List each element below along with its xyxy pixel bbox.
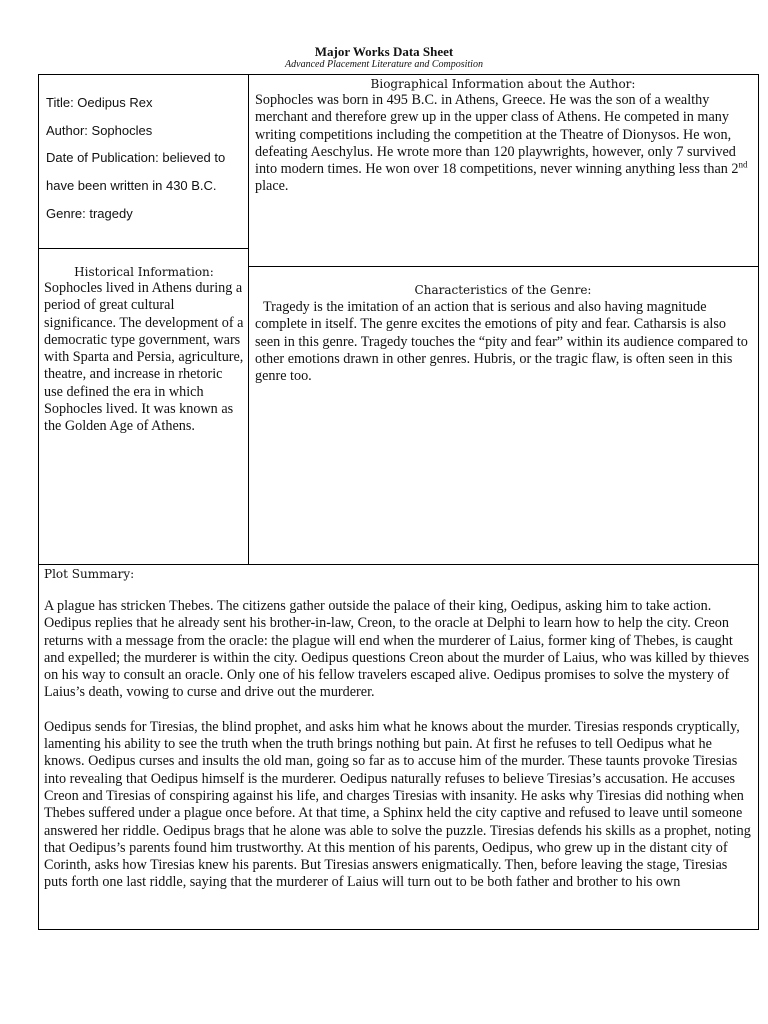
biography-body-end: place. — [255, 178, 289, 195]
plot-paragraph-1: A plague has stricken Thebes. The citizens gather outside the palace of their king, Oedipus, asking him to take action. Oedipus replies that he already sent his brother-in-law, Creon, to the oracle at Delphi to learn how to help the city. Creon returns with a message from the oracle: the plague will end when the murderer of Laius, former king of Thebes, is caught and expelled; the murderer is within the city. Oedipus questions Creon about the murder of Laius, who was killed by thieves on his way to consult an oracle. Only one of his fellow travelers escaped alive. Oedipus promises to solve the mystery of Laius’s death, vowing to curse and drive out the murderer. — [44, 598, 750, 701]
author-line: Author: Sophocles — [46, 123, 153, 138]
date-line-2: have been written in 430 B.C. — [46, 178, 217, 193]
historical-cell — [44, 264, 244, 436]
table-right-border — [758, 74, 759, 930]
plot-heading: Plot Summary: — [44, 567, 135, 581]
historical-heading: Historical Information: — [74, 265, 214, 279]
ordinal-suffix: nd — [738, 159, 748, 170]
table-bottom-border — [38, 929, 759, 930]
biography-cell — [255, 76, 751, 196]
biography-body: Sophocles was born in 495 B.C. in Athens, Greece. He was the son of a wealthy merchant and therefore grew up in the upper class of Athens. He competed in many writing competitions including the competition at the Theatre of Dionysos. He won, defeating Aeschylus. He wrote more than 120 playwrights, however, only 7 survived into modern times. He won over 18 competitions, never winning anything less than 2 — [255, 92, 739, 178]
biography-heading: Biographical Information about the Author: — [370, 77, 636, 91]
right-row-divider — [248, 266, 759, 267]
left-row-divider — [38, 248, 249, 249]
plot-cell — [44, 566, 752, 928]
table-top-border — [38, 74, 759, 75]
biography-text — [255, 92, 751, 196]
page-title: Major Works Data Sheet — [314, 44, 454, 59]
table-left-border — [38, 74, 39, 930]
genre-heading: Characteristics of the Genre: — [414, 283, 592, 297]
genre-text: Tragedy is the imitation of an action that is serious and also having magnitude complete in itself. The genre excites the emotions of pity and fear. Catharsis is also seen in this genre. Tragedy touches the “pity and fear” within its audience compared to other emotions drawn in other genres. Hubris, or the tragic flaw, is often seen in this genre too. — [255, 299, 748, 385]
title-line: Title: Oedipus Rex — [46, 95, 153, 110]
historical-text: Sophocles lived in Athens during a period of great cultural significance. The development of a democratic type government, wars with Sparta and Persia, agriculture, theatre, and increase in rhetoric use defined the era in which Sophocles lived. It was known as the Golden Age of Athens. — [44, 280, 244, 435]
plot-row-divider — [38, 564, 759, 565]
plot-paragraph-2: Oedipus sends for Tiresias, the blind prophet, and asks him what he knows about the murder. Tiresias responds cryptically, lamenting his ability to see the truth when the truth brings nothing but pain. At first he refuses to tell Oedipus what he knows. Oedipus curses and insults the old man, going so far as to accuse him of the murder. These taunts provoke Tiresias into revealing that Oedipus himself is the murderer. Oedipus naturally refuses to believe Tiresias’s accusation. He accuses Creon and Tiresias of conspiring against his life, and charges Tiresias with insanity. He asks why Tiresias did nothing when Thebes suffered under a plague once before. At that time, a Sphinx held the city captive and refused to leave until someone answered her riddle. Oedipus brags that he alone was able to solve the puzzle. Tiresias defends his skills as a prophet, noting that Oedipus’s parents found him trustworthy. At this mention of his parents, Oedipus, who grew up in the distant city of Corinth, asks how Tiresias knew his parents. But Tiresias answers enigmatically. Then, before leaving the stage, Tiresias puts forth one last riddle, saying that the murderer of Laius will turn out to be both father and brother to his own — [44, 718, 751, 891]
date-line-1: Date of Publication: believed to — [46, 150, 226, 165]
genre-line: Genre: tragedy — [46, 206, 133, 221]
genre-cell — [255, 282, 751, 385]
column-divider — [248, 74, 249, 564]
page-subtitle: Advanced Placement Literature and Composition — [285, 59, 483, 70]
